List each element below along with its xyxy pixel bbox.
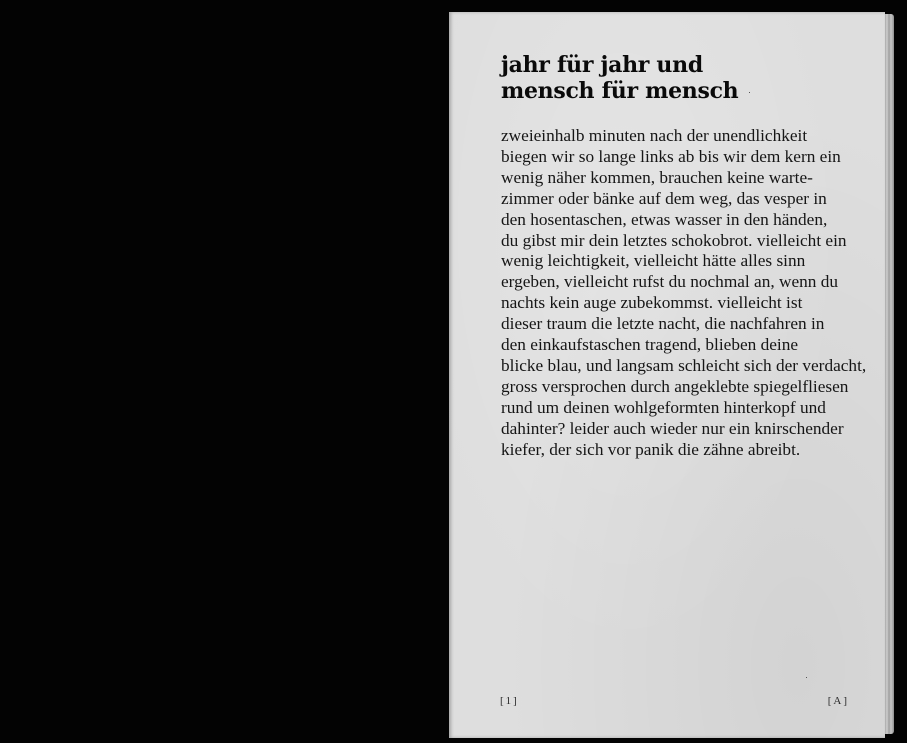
page-number: [1] [500, 695, 519, 707]
body-line: zimmer oder bänke auf dem weg, das vesper in [501, 188, 827, 208]
booklet-page [449, 12, 885, 738]
page-title [501, 52, 738, 104]
body-line: biegen wir so lange links ab bis wir dem kern ein [501, 146, 841, 166]
body-line: blicke blau, und langsam schleicht sich der verdacht, [501, 355, 867, 375]
body-line: du gibst mir dein letztes schokobrot. vielleicht ein [501, 230, 847, 250]
paper-speck [806, 677, 807, 678]
body-text [501, 126, 881, 461]
body-line: dahinter? leider auch wieder nur ein knirschender [501, 418, 844, 438]
body-line: nachts kein auge zubekommst. vielleicht ist [501, 293, 803, 313]
section-marker: [A] [827, 695, 849, 707]
body-line: wenig näher kommen, brauchen keine warte- [501, 167, 813, 187]
body-line: wenig leichtigkeit, vielleicht hätte alles sinn [501, 251, 806, 271]
title-line: mensch für mensch [501, 78, 739, 104]
body-line: den einkaufstaschen tragend, blieben deine [501, 335, 799, 355]
body-line: rund um deinen wohlgeformten hinterkopf und [501, 397, 826, 417]
body-line: gross versprochen durch angeklebte spiegelfliesen [501, 376, 849, 396]
paper-speck [749, 92, 750, 93]
body-line: ergeben, vielleicht rufst du nochmal an, wenn du [501, 272, 839, 292]
body-line: dieser traum die letzte nacht, die nachfahren in [501, 314, 825, 334]
body-line: zweieinhalb minuten nach der unendlichkeit [501, 126, 808, 145]
title-line: jahr für jahr und [501, 52, 703, 78]
body-line: den hosentaschen, etwas wasser in den händen, [501, 209, 828, 229]
body-line: kiefer, der sich vor panik die zähne abreibt. [501, 439, 801, 459]
